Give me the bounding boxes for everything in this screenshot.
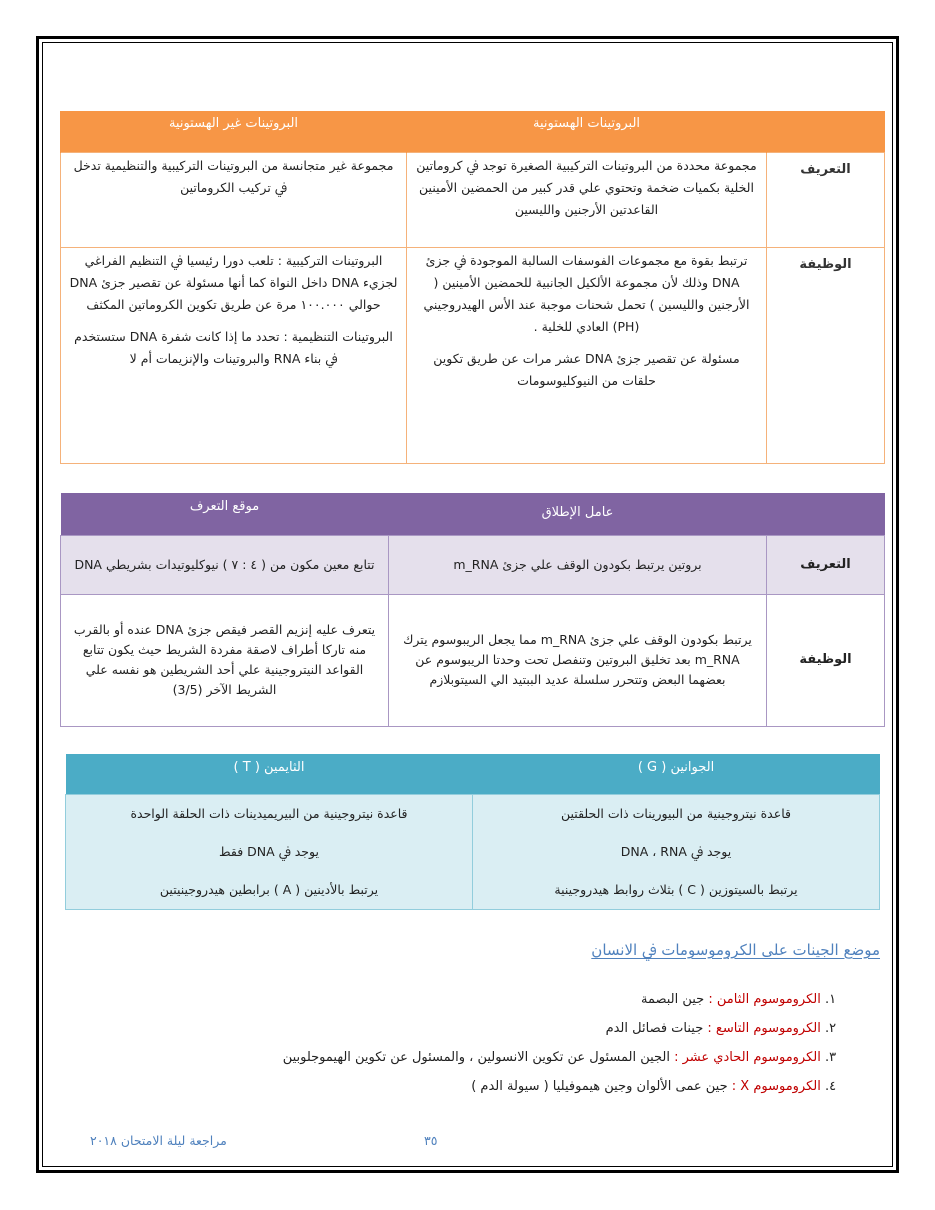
- list-item: [49, 985, 849, 1014]
- gene-description: جين البصمة: [640, 992, 705, 1007]
- header-histone: البروتينات الهستونية: [407, 111, 767, 152]
- gene-description: جين عمى الألوان وجين هيموفيليا ( سيولة الدم ): [471, 1079, 728, 1094]
- row-label-definition: التعريف: [767, 152, 885, 247]
- non-histone-definition: مجموعة غير متجانسة من البروتينات التركيبية والتنظيمية تدخل ﰲ تركيب الكروماتين: [61, 152, 407, 247]
- histone-function-p1: ترتبط بقوة مع مجموعات الفوسفات السالبة الموجودة ﰲ جزئ DNA وذلك لأن مجموعة الألكيل الجانبية للحمضين الأمينين ( الأرجنين والليسين ) تحمل شحنات موجبة عند الأس الهيدروجيني (PH) العادي للخلية .: [423, 252, 750, 334]
- row-label-definition: التعريف: [767, 535, 885, 594]
- site-definition: تتابع معين مكون من ( ٤ : ٧ ) نيوكليوتيدات بشريطي DNA: [61, 535, 389, 594]
- corner-cell: [767, 111, 885, 152]
- list-item: [49, 1014, 849, 1043]
- gene-description: الجين المسئول عن تكوين الانسولين ، والمسئول عن تكوين الهيموجلوبين: [282, 1050, 670, 1065]
- release-function: يرتبط بكودون الوقف علي جزئ m_RNA مما يجعل الريبوسوم يترك m_RNA بعد تخليق البروتين وتنفصل تحت وحدتا الريبوسوم عن بعضهما البعض وتتحرر سلسلة عديد الببتيد الي السيتوبلازم: [389, 594, 767, 726]
- header-release-factor: عامل الإطلاق: [389, 493, 767, 535]
- non-histone-function-p1: البروتينات التركيبية : تلعب دورا رئيسيا ﰲ التنظيم الفراغي لجزيء DNA داخل النواة كما أنها مسئولة عن تقصير جزئ DNA حوالي ١٠٠.٠٠٠ مرة عن طريق تكوين الكروماتين المكثف: [69, 252, 398, 312]
- item-number: ٢.: [825, 1021, 837, 1036]
- thymine-line-3: يرتبط بالأدينين ( A ) برابطين هيدروجينيتين: [159, 881, 379, 897]
- footer-title: مراجعة ليلة الامتحان ٢٠١٨: [90, 1133, 227, 1148]
- corner-cell: [767, 493, 885, 535]
- item-number: ٣.: [825, 1050, 837, 1065]
- genes-list: [49, 985, 849, 1101]
- guanine-line-1: قاعدة نيتروجينية من البيورينات ذات الحلقتين: [561, 805, 791, 821]
- guanine-line-2: يوجد ﰲ DNA ، RNA: [620, 843, 732, 859]
- thymine-line-1: قاعدة نيتروجينية من البيريميدينات ذات الحلقة الواحدة: [130, 805, 408, 821]
- guanine-line-3: يرتبط بالسيتوزين ( C ) بثلاث روابط هيدروجينية: [554, 881, 798, 897]
- page-number: ٣٥: [424, 1133, 438, 1148]
- site-function: يتعرف عليه إنزيم القصر فيقص جزئ DNA عنده أو بالقرب منه تاركا أطراف لاصقة مفردة الشريط حيث يكون تتابع القواعد النيتروجينية علي أحد الشريطين هو نفسه علي الشريط الآخر (3/5): [61, 594, 389, 726]
- list-item: [49, 1072, 849, 1101]
- thymine-line-2: يوجد ﰲ DNA فقط: [219, 843, 319, 859]
- chromosome-label: الكروموسوم X :: [731, 1079, 821, 1094]
- gene-description: جينات فصائل الدم: [605, 1021, 704, 1036]
- non-histone-function-p2: البروتينات التنظيمية : تحدد ما إذا كانت شفرة DNA ستستخدم ﰲ بناء RNA والبروتينات والإنزيمات أم لا: [74, 328, 393, 366]
- item-number: ٤.: [825, 1079, 837, 1094]
- release-definition: بروتين يرتبط بكودون الوقف علي جزئ m_RNA: [389, 535, 767, 594]
- chromosome-label: الكروموسوم التاسع :: [707, 1021, 821, 1036]
- thymine-cell: [66, 794, 473, 909]
- list-item: [49, 1043, 849, 1072]
- header-non-histone: البروتينات غير الهستونية: [61, 111, 407, 152]
- item-number: ١.: [825, 992, 837, 1007]
- header-guanine: الجوانين ( G ): [473, 754, 880, 794]
- header-recognition-site: موقع التعرف: [61, 493, 389, 535]
- chromosome-label: الكروموسوم الثامن :: [708, 992, 821, 1007]
- release-factor-table: [60, 493, 885, 727]
- bases-table: [65, 754, 880, 910]
- non-histone-function: [61, 247, 407, 463]
- row-label-function: الوظيفة: [767, 594, 885, 726]
- row-label-function: الوظيفة: [767, 247, 885, 463]
- header-thymine: الثايمين ( T ): [66, 754, 473, 794]
- histone-function: [407, 247, 767, 463]
- proteins-table: [60, 111, 885, 464]
- histone-function-p2: مسئولة عن تقصير جزئ DNA عشر مرات عن طريق تكوين حلقات من النيوكليوسومات: [433, 350, 740, 388]
- chromosome-label: الكروموسوم الحادي عشر :: [674, 1050, 821, 1065]
- genes-section-title: موضع الجينات على الكروموسومات ﰲ الانسان: [591, 941, 880, 959]
- histone-definition: مجموعة محددة من البروتينات التركيبية الصغيرة توجد ﰲ كروماتين الخلية بكميات ضخمة وتحتوي علي قدر كبير من الحمضين الأمينين القاعدتين الأرجنين والليسين: [407, 152, 767, 247]
- guanine-cell: [473, 794, 880, 909]
